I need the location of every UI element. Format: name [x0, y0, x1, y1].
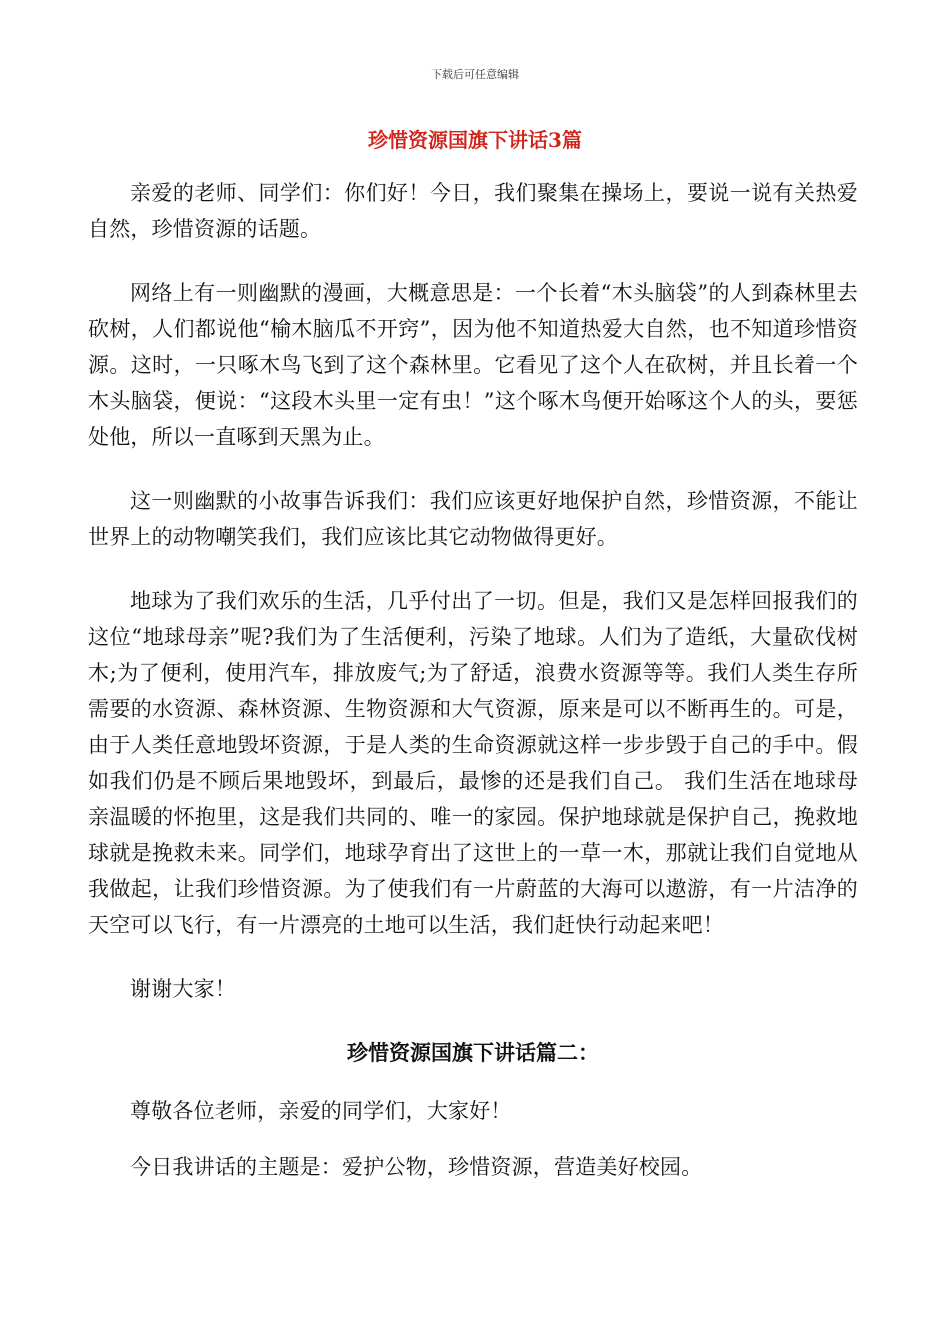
paragraph-greeting: 亲爱的老师、同学们：你们好！今日，我们聚集在操场上，要说一说有关热爱自然，珍惜资源的话题。: [88, 181, 858, 241]
document-title: 珍惜资源国旗下讲话3篇: [368, 128, 582, 152]
paragraph-story-lesson: 这一则幽默的小故事告诉我们：我们应该更好地保护自然，珍惜资源，不能让世界上的动物嘲笑我们，我们应该比其它动物做得更好。: [88, 489, 858, 549]
header-note: 下载后可任意编辑: [431, 68, 519, 81]
paragraph-cartoon-story: 网络上有一则幽默的漫画，大概意思是：一个长着“木头脑袋”的人到森林里去砍树，人们都说他“榆木脑瓜不开窍”，因为他不知道热爱大自然，也不知道珍惜资源。这时，一只啄木鸟飞到了这个森林里。它看见了这个人在砍树，并且长着一个木头脑袋，便说：“这段木头里一定有虫！”这个啄木鸟便开始啄这个人的头，要惩处他，所以一直啄到天黑为止。: [88, 281, 858, 449]
section-2-title: 珍惜资源国旗下讲话篇二：: [347, 1040, 599, 1065]
paragraph-thanks: 谢谢大家！: [130, 977, 236, 1001]
paragraph-earth-resources: 地球为了我们欢乐的生活，几乎付出了一切。但是，我们又是怎样回报我们的这位“地球母亲”呢?我们为了生活便利，污染了地球。人们为了造纸，大量砍伐树木;为了便利，使用汽车，排放废气;为了舒适，浪费水资源等等。我们人类生存所需要的水资源、森林资源、生物资源和大气资源，原来是可以不断再生的。可是，由于人类任意地毁坏资源，于是人类的生命资源就这样一步步毁于自己的手中。假如我们仍是不顾后果地毁坏，到最后，最惨的还是我们自己。 我们生活在地球母亲温暖的怀抱里，这是我们共同的、唯一的家园。保护地球就是保护自己，挽救地球就是挽救未来。同学们，地球孕育出了这世上的一草一木，那就让我们自觉地从我做起，让我们珍惜资源。为了使我们有一片蔚蓝的大海可以遨游，有一片洁净的天空可以飞行，有一片漂亮的土地可以生活，我们赶快行动起来吧！: [88, 589, 858, 937]
section-2-greeting: 尊敬各位老师，亲爱的同学们，大家好！: [130, 1099, 512, 1123]
section-2-topic: 今日我讲话的主题是：爱护公物，珍惜资源，营造美好校园。: [130, 1155, 703, 1179]
document-body: [88, 175, 858, 1205]
